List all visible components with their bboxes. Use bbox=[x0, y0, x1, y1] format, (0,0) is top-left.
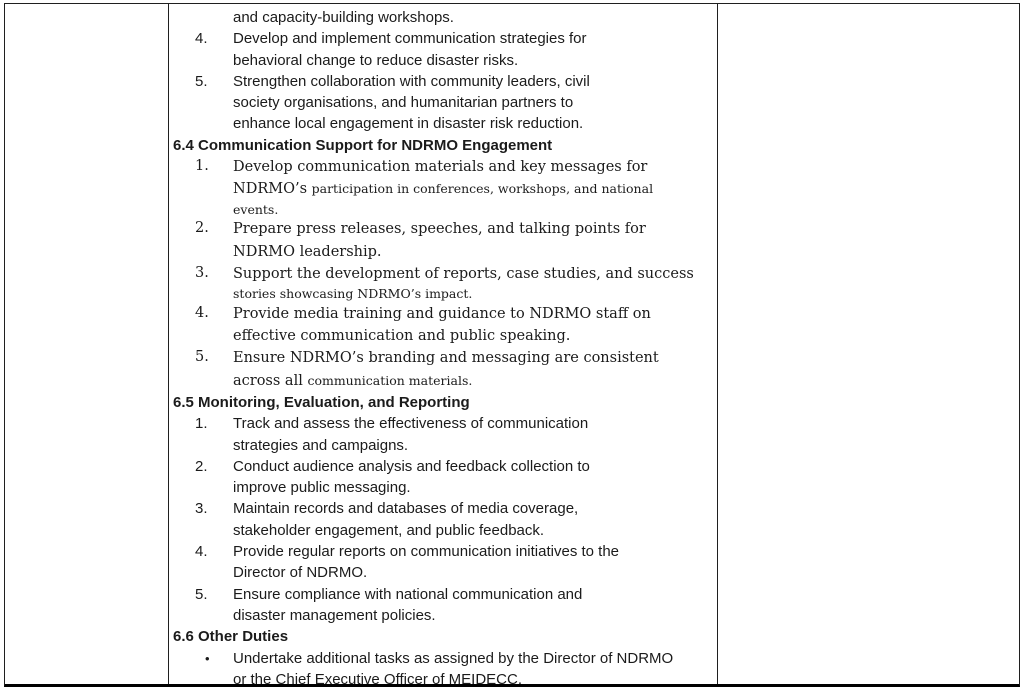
text-run: Ensure NDRMO’s branding and messaging are consistent bbox=[233, 350, 659, 367]
text-run: Maintain records and databases of media coverage, bbox=[233, 500, 579, 518]
document-table bbox=[4, 3, 1020, 687]
text-run: society organisations, and humanitarian partners to bbox=[233, 94, 574, 112]
list-number: 1. bbox=[195, 158, 209, 175]
numbered-item bbox=[173, 71, 717, 135]
text-run: Conduct audience analysis and feedback collection to bbox=[233, 457, 590, 475]
table-cell-content bbox=[169, 4, 718, 684]
text-run: Strengthen collaboration with community leaders, civil bbox=[233, 72, 590, 90]
numbered-item bbox=[173, 541, 717, 584]
text-line bbox=[233, 178, 717, 200]
text-line bbox=[233, 562, 717, 583]
text-run: 6.4 Communication Support for NDRMO Engagement bbox=[173, 136, 553, 154]
text-line bbox=[233, 498, 717, 519]
text-line bbox=[233, 156, 717, 178]
text-run: or the Chief Executive Officer of MEIDECC. bbox=[233, 670, 522, 684]
text-line bbox=[173, 626, 717, 647]
list-number: 3. bbox=[195, 264, 209, 281]
text-line bbox=[233, 241, 717, 263]
text-line bbox=[233, 435, 717, 456]
numbered-item bbox=[173, 263, 717, 303]
text-run: communication materials. bbox=[307, 372, 473, 388]
text-line bbox=[233, 201, 717, 219]
text-run: strategies and campaigns. bbox=[233, 436, 409, 454]
numbered-item bbox=[173, 347, 717, 392]
section-heading bbox=[173, 626, 717, 647]
text-line bbox=[233, 325, 717, 347]
list-number: 4. bbox=[195, 543, 208, 561]
text-run: NDRMO leadership. bbox=[233, 243, 382, 260]
numbered-item bbox=[173, 498, 717, 541]
section-heading bbox=[173, 135, 717, 156]
continuation-text bbox=[173, 7, 717, 28]
text-line bbox=[233, 71, 717, 92]
numbered-item bbox=[173, 156, 717, 218]
text-line bbox=[173, 135, 717, 156]
text-line bbox=[233, 303, 717, 325]
bullet-marker: • bbox=[205, 650, 210, 666]
text-line bbox=[233, 28, 717, 49]
list-number: 2. bbox=[195, 220, 209, 237]
text-run: behavioral change to reduce disaster risks. bbox=[233, 51, 519, 69]
text-line bbox=[233, 456, 717, 477]
text-line bbox=[233, 477, 717, 498]
text-run: events. bbox=[233, 201, 279, 217]
text-run: effective communication and public speaking. bbox=[233, 328, 571, 345]
text-line bbox=[233, 413, 717, 434]
text-run: stakeholder engagement, and public feedback. bbox=[233, 521, 545, 539]
list-number: 3. bbox=[195, 500, 208, 518]
text-line bbox=[233, 584, 717, 605]
numbered-item bbox=[173, 28, 717, 71]
text-run: 6.5 Monitoring, Evaluation, and Reporting bbox=[173, 393, 470, 411]
numbered-item bbox=[173, 584, 717, 627]
text-line bbox=[233, 263, 717, 285]
text-line bbox=[233, 541, 717, 562]
text-run: 6.6 Other Duties bbox=[173, 628, 289, 646]
numbered-item bbox=[173, 413, 717, 456]
text-run: Support the development of reports, case studies, and success bbox=[233, 265, 694, 282]
text-line bbox=[233, 648, 717, 669]
text-line bbox=[233, 605, 717, 626]
text-run: and capacity-building workshops. bbox=[233, 9, 454, 26]
text-line bbox=[233, 218, 717, 240]
list-number: 5. bbox=[195, 585, 208, 603]
bullet-item bbox=[173, 648, 717, 685]
text-run: improve public messaging. bbox=[233, 479, 411, 497]
text-line bbox=[233, 50, 717, 71]
text-run: Director of NDRMO. bbox=[233, 564, 368, 582]
list-number: 2. bbox=[195, 457, 208, 475]
list-number: 5. bbox=[195, 72, 208, 90]
text-line bbox=[233, 520, 717, 541]
text-run: enhance local engagement in disaster risk reduction. bbox=[233, 115, 584, 133]
list-number: 5. bbox=[195, 349, 209, 366]
table-cell-right bbox=[718, 4, 1019, 684]
text-line bbox=[233, 347, 717, 369]
text-run: Develop and implement communication strategies for bbox=[233, 30, 587, 48]
list-number: 4. bbox=[195, 30, 208, 48]
text-line bbox=[233, 285, 717, 303]
text-line bbox=[233, 92, 717, 113]
text-run: Provide media training and guidance to NDRMO staff on bbox=[233, 305, 651, 322]
list-number: 1. bbox=[195, 415, 208, 433]
text-run: stories showcasing NDRMO’s impact. bbox=[233, 286, 473, 302]
text-run: disaster management policies. bbox=[233, 606, 436, 624]
numbered-item bbox=[173, 303, 717, 348]
text-run: NDRMO’s bbox=[233, 181, 312, 198]
list-number: 4. bbox=[195, 304, 209, 321]
text-run: across all bbox=[233, 372, 308, 389]
text-run: Undertake additional tasks as assigned by the Director of NDRMO bbox=[233, 649, 674, 667]
text-run: Ensure compliance with national communication and bbox=[233, 585, 583, 603]
text-line bbox=[233, 113, 717, 134]
text-run: Track and assess the effectiveness of communication bbox=[233, 415, 589, 433]
text-run: Provide regular reports on communication initiatives to the bbox=[233, 543, 620, 561]
numbered-item bbox=[173, 218, 717, 263]
text-line bbox=[173, 392, 717, 413]
text-run: Prepare press releases, speeches, and talking points for bbox=[233, 221, 646, 238]
text-line bbox=[233, 370, 717, 392]
text-run: Develop communication materials and key messages for bbox=[233, 159, 648, 176]
text-run: participation in conferences, workshops, and national bbox=[311, 181, 654, 197]
text-line bbox=[233, 7, 717, 28]
section-heading bbox=[173, 392, 717, 413]
table-cell-left bbox=[5, 4, 169, 684]
text-line bbox=[233, 669, 717, 684]
numbered-item bbox=[173, 456, 717, 499]
